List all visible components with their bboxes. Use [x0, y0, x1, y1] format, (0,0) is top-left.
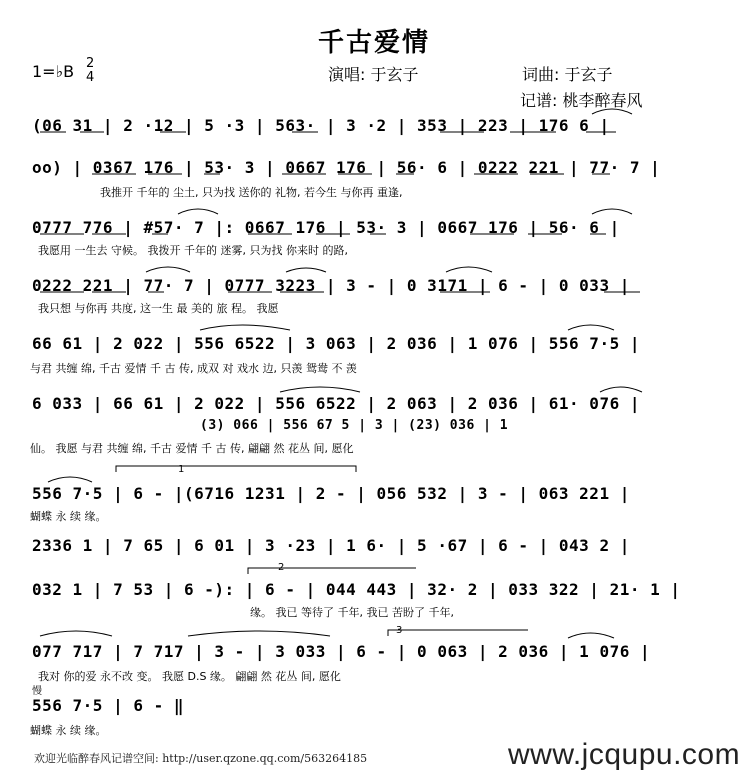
score-row-4-notes: 0222 221 | 77· 7 | 0777 3223 | 3 - | 0 3171 | 6 - | 0 033 |: [32, 276, 630, 295]
composer-credit: 词曲: 于玄子: [522, 65, 613, 84]
site-watermark: www.jcqupu.com: [508, 738, 740, 771]
slur-arc: [286, 268, 326, 272]
score-row-11-notes: 556 7·5 | 6 - ‖: [32, 696, 184, 715]
slur-arc: [592, 109, 632, 114]
volta-bracket: [388, 630, 528, 636]
score-row-7-lyrics: 蝴蝶 永 续 缘。: [30, 510, 107, 523]
score-row-3-lyrics: 我愿用 一生去 守候。 我拨开 千年的 迷雾, 只为找 你来时 的路,: [38, 244, 348, 257]
slur-arc: [146, 267, 190, 272]
score-row-6-alt-notes: (3) 066 | 556 67 5 | 3 | (23) 036 | 1: [200, 418, 509, 433]
slur-arc: [48, 477, 92, 482]
singer-credit: 演唱: 于玄子: [328, 65, 419, 84]
slur-arc: [600, 387, 642, 392]
slur-arc: [188, 631, 330, 636]
slur-arc: [200, 325, 290, 330]
slur-arc: [568, 325, 614, 330]
volta-bracket: [116, 466, 356, 472]
score-row-5-lyrics: 与君 共缠 绵, 千古 爱情 千 古 传, 成双 对 戏水 边, 只羡 鸳鸯 不 羡: [30, 362, 357, 375]
score-row-7-notes: 556 7·5 | 6 - |(6716 1231 | 2 - | 056 532 | 3 - | 063 221 |: [32, 484, 630, 503]
time-signature-bottom: 4: [86, 70, 95, 85]
score-row-1-notes: (06 31 | 2 ·12 | 5 ·3 | 563· | 3 ·2 | 353 | 223 | 176 6 |: [32, 116, 610, 135]
score-row-3-notes: 0777 776 | #57· 7 |: 0667 176 | 53· 3 | 0667 176 | 56· 6 |: [32, 218, 620, 237]
score-row-10-notes: 077 717 | 7 717 | 3 - | 3 033 | 6 - | 0 063 | 2 036 | 1 076 |: [32, 642, 651, 661]
footer-credit: 欢迎光临醉春风记谱空间: http://user.qzone.qq.com/563264185: [34, 752, 368, 765]
volta-number-1: 1: [178, 464, 185, 475]
volta-number-3: 3: [396, 625, 403, 636]
volta-number-2: 2: [278, 562, 285, 573]
slur-arc: [592, 209, 632, 214]
score-row-6-notes: 6 033 | 66 61 | 2 022 | 556 6522 | 2 063 | 2 036 | 61· 076 |: [32, 394, 640, 413]
slur-arc: [178, 209, 218, 214]
score-row-4-lyrics: 我只想 与你再 共度, 这一生 最 美的 旅 程。 我愿: [38, 302, 279, 315]
score-row-2-lyrics: 我推开 千年的 尘土, 只为找 送你的 礼物, 若今生 与你再 重逢,: [100, 186, 403, 199]
score-row-6-lyrics: 仙。 我愿 与君 共缠 绵, 千古 爱情 千 古 传, 翩翩 然 花丛 间, 愿化: [30, 442, 354, 455]
slur-arc: [568, 633, 614, 638]
score-row-5-notes: 66 61 | 2 022 | 556 6522 | 3 063 | 2 036 | 1 076 | 556 7·5 |: [32, 334, 640, 353]
tempo-mark-slow: 慢: [32, 686, 42, 697]
slur-arc: [40, 631, 112, 636]
song-title: 千古爱情: [318, 28, 431, 58]
time-signature-top: 2: [86, 56, 95, 71]
slur-arc: [446, 267, 492, 272]
score-row-10-lyrics: 我对 你的爱 永不改 变。 我愿 D.S 缘。 翩翩 然 花丛 间, 愿化: [38, 670, 341, 683]
slur-arc: [280, 387, 360, 392]
score-row-2-notes: oo) | 0367 176 | 53· 3 | 0667 176 | 56· 6 | 0222 221 | 77· 7 |: [32, 158, 661, 177]
score-row-9-notes: 032 1 | 7 53 | 6 -): | 6 - | 044 443 | 32· 2 | 033 322 | 21· 1 |: [32, 580, 681, 599]
volta-bracket: [248, 568, 416, 574]
score-row-11-lyrics: 蝴蝶 永 续 缘。: [30, 724, 107, 737]
transcriber-credit: 记谱: 桃李醉春风: [520, 91, 643, 110]
score-row-8-notes: 2336 1 | 7 65 | 6 01 | 3 ·23 | 1 6· | 5 ·67 | 6 - | 043 2 |: [32, 536, 630, 555]
score-row-9-lyrics: 缘。 我已 等待了 千年, 我已 苦盼了 千年,: [250, 606, 454, 619]
key-signature: 1=♭B: [32, 62, 75, 81]
